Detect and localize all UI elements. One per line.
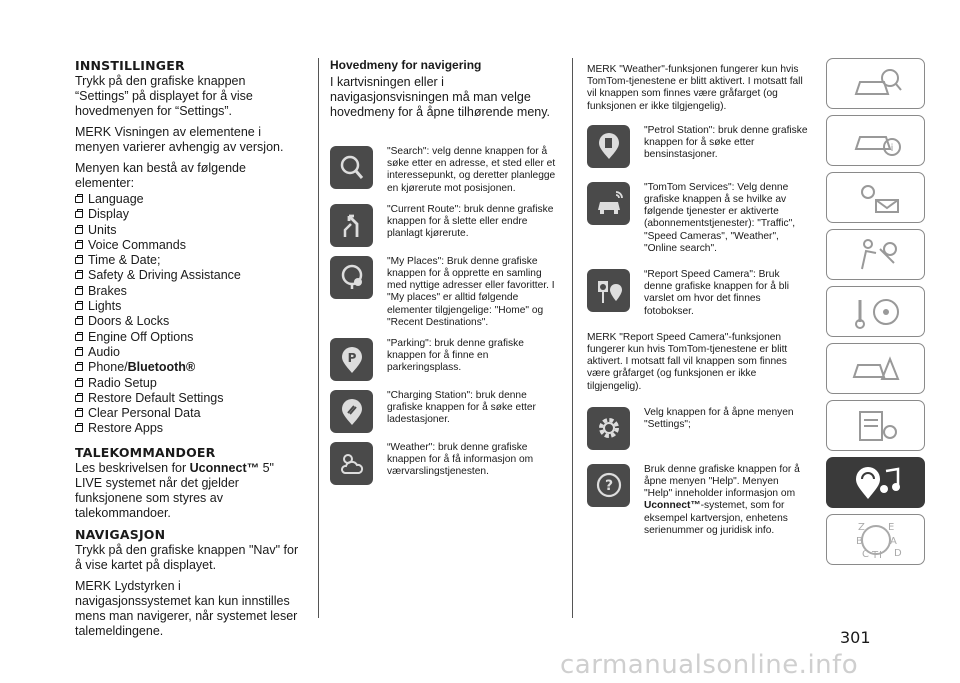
dashboard-tab[interactable] bbox=[826, 58, 925, 109]
nav-item-charging bbox=[330, 390, 560, 433]
checkbox-icon bbox=[75, 242, 83, 249]
charging-description: "Charging Station": bruk denne grafiske knappen for å søke etter ladestasjoner. bbox=[387, 390, 536, 426]
option-audio: Audio bbox=[75, 345, 300, 360]
index-letter: A bbox=[889, 535, 897, 547]
maintenance-tab[interactable] bbox=[826, 400, 925, 451]
current-route-icon bbox=[330, 204, 373, 247]
index-letter: Z bbox=[857, 521, 865, 533]
voice-paragraph: Les beskrivelsen for Uconnect™ 5" LIVE systemet når det gjelder funksjonene som styres av talekommandoer. bbox=[75, 460, 274, 520]
svg-text:i: i bbox=[890, 142, 893, 154]
weather-icon bbox=[330, 442, 373, 485]
chapter-tabs bbox=[826, 58, 925, 571]
option-clear-data: Clear Personal Data bbox=[75, 406, 300, 421]
index-letter: I bbox=[878, 549, 882, 560]
section-heading-nav: NAVIGASJON bbox=[75, 526, 166, 542]
nav-item-tomtom bbox=[587, 182, 809, 255]
checkbox-icon bbox=[75, 395, 83, 402]
weather-description: “Weather": bruk denne grafiske knappen for å få informasjon om værvarslingstjenesten. bbox=[387, 442, 534, 478]
column-divider bbox=[572, 58, 573, 618]
emergency-icon bbox=[846, 349, 906, 389]
option-time-date: Time & Date; bbox=[75, 253, 300, 268]
settings-note: MERK Visningen av elementene i menyen varierer avhengig av versjon. bbox=[75, 125, 284, 154]
nav-services-column bbox=[587, 64, 809, 546]
speed-camera-icon bbox=[587, 269, 630, 312]
index-letter: D bbox=[893, 547, 902, 559]
driving-tab[interactable] bbox=[826, 286, 925, 337]
help-description: Bruk denne grafiske knappen for å åpne menyen "Help". Menyen "Help" inneholder informasjon om Uconnect™-systemet, som for eksempel kartversjon, enhetens serienummer og juridisk info. bbox=[644, 463, 800, 536]
speed-camera-note: MERK "Report Speed Camera"-funksjonen fungerer kun hvis TomTom-tjenestene er blitt aktivert. I motsatt fall vil knappen som finnes være gråfarget (og funksjonen er ikke tilgjengelig). bbox=[587, 331, 788, 392]
maintenance-icon bbox=[846, 406, 906, 446]
settings-intro: Trykk på den grafiske knappen “Settings” på displayet for å vise hovedmenyen for “Settings”. bbox=[75, 74, 253, 118]
petrol-description: "Petrol Station": bruk denne grafiske knappen for å søke etter bensinstasjoner. bbox=[644, 124, 808, 161]
speed-camera-description: “Report Speed Camera": Bruk denne grafiske knappen for å bli varslet om hvor det finnes fotobokser. bbox=[644, 269, 789, 317]
option-restore-apps: Restore Apps bbox=[75, 421, 300, 436]
tomtom-services-icon bbox=[587, 182, 630, 225]
nav-item-current-route bbox=[330, 204, 560, 247]
alphabet-index-icon bbox=[846, 520, 906, 560]
car-info-icon bbox=[846, 121, 906, 161]
option-safety: Safety & Driving Assistance bbox=[75, 268, 300, 283]
multimedia-tab[interactable] bbox=[826, 457, 925, 508]
svg-text:P: P bbox=[347, 350, 356, 365]
settings-menu-intro: Menyen kan bestå av følgende elementer: bbox=[75, 161, 246, 190]
nav-menu-column bbox=[330, 58, 560, 494]
settings-description: Velg knappen for å åpne menyen "Settings"; bbox=[644, 406, 794, 431]
steering-wheel-icon bbox=[846, 292, 906, 332]
parking-description: "Parking": bruk denne grafiske knappen for å finne en parkeringsplass. bbox=[387, 338, 524, 374]
index-letter: C bbox=[861, 548, 869, 560]
watermark: carmanualsonline.info bbox=[560, 650, 859, 680]
svg-text:?: ? bbox=[604, 478, 613, 495]
multimedia-icon bbox=[846, 463, 906, 503]
my-places-icon bbox=[330, 256, 373, 299]
option-voice-commands: Voice Commands bbox=[75, 238, 300, 253]
safety-airbag-tab[interactable] bbox=[826, 229, 925, 280]
index-letter: B bbox=[855, 535, 863, 547]
option-brakes: Brakes bbox=[75, 284, 300, 299]
nav-item-speed-camera bbox=[587, 269, 809, 318]
tomtom-description: "TomTom Services": Velg denne grafiske knappen å se hvilke av følgende tjenester er aktiverte (abonnementstjenester): "Traffic", "Speed Cameras", "Weather", "Online search". bbox=[644, 181, 796, 254]
checkbox-icon bbox=[75, 318, 83, 325]
checkbox-icon bbox=[75, 410, 83, 417]
checkbox-icon bbox=[75, 227, 83, 234]
weather-note: MERK "Weather"-funksjonen fungerer kun hvis TomTom-tjenestene er blitt aktivert. I motsatt fall vil knappen som finnes være gråfarget (og funksjonen er ikke tilgjengelig). bbox=[587, 64, 803, 112]
nav-menu-intro: I kartvisningen eller i navigasjonsvisningen må man velge hovedmeny for å åpne tilhørende meny. bbox=[330, 75, 551, 119]
option-restore-defaults: Restore Default Settings bbox=[75, 391, 300, 406]
nav-item-my-places bbox=[330, 256, 560, 329]
option-engine-off: Engine Off Options bbox=[75, 330, 300, 345]
checkbox-icon bbox=[75, 303, 83, 310]
option-phone: Phone/Bluetooth® bbox=[75, 360, 300, 375]
nav-item-settings bbox=[587, 407, 809, 450]
page-number: 301 bbox=[840, 628, 871, 647]
checkbox-icon bbox=[75, 211, 83, 218]
nav-note: MERK Lydstyrken i navigasjonssystemet kan kun innstilles mens man navigerer, når systemet leser talemeldingene. bbox=[75, 578, 298, 638]
checkbox-icon bbox=[75, 196, 83, 203]
settings-gear-icon bbox=[587, 407, 630, 450]
parking-icon bbox=[330, 338, 373, 381]
car-info-tab[interactable] bbox=[826, 115, 925, 166]
option-units: Units bbox=[75, 223, 300, 238]
checkbox-icon bbox=[75, 334, 83, 341]
checkbox-icon bbox=[75, 257, 83, 264]
search-description: "Search": velg denne knappen for å søke etter en adresse, et sted eller et interessepunkt, og deretter planlegge en kjørerute mot posisjonen. bbox=[387, 146, 556, 194]
charging-station-icon bbox=[330, 390, 373, 433]
checkbox-icon bbox=[75, 380, 83, 387]
nav-menu-heading: Hovedmeny for navigering bbox=[330, 58, 482, 72]
warning-lights-icon bbox=[846, 178, 906, 218]
emergency-crash-tab[interactable] bbox=[826, 343, 925, 394]
option-lights: Lights bbox=[75, 299, 300, 314]
settings-options-list bbox=[75, 192, 300, 437]
nav-item-search bbox=[330, 146, 560, 195]
option-doors-locks: Doors & Locks bbox=[75, 314, 300, 329]
index-tab[interactable] bbox=[826, 514, 925, 565]
checkbox-icon bbox=[75, 272, 83, 279]
help-icon bbox=[587, 464, 630, 507]
current-route-description: "Current Route": bruk denne grafiske knappen for å slette eller endre planlagt kjørerute. bbox=[387, 203, 554, 240]
option-radio-setup: Radio Setup bbox=[75, 376, 300, 391]
column-divider bbox=[318, 58, 319, 618]
checkbox-icon bbox=[75, 349, 83, 356]
nav-item-help bbox=[587, 464, 809, 537]
section-heading-settings: INNSTILLINGER bbox=[75, 58, 185, 73]
section-heading-voice: TALEKOMMANDOER bbox=[75, 444, 216, 460]
nav-paragraph: Trykk på den grafiske knappen "Nav" for å vise kartet på displayet. bbox=[75, 542, 299, 572]
checkbox-icon bbox=[75, 425, 83, 432]
nav-item-weather bbox=[330, 442, 560, 485]
checkbox-icon bbox=[75, 364, 83, 371]
checkbox-icon bbox=[75, 288, 83, 295]
option-display: Display bbox=[75, 207, 300, 222]
index-letter: T bbox=[871, 549, 878, 560]
dashboard-icon bbox=[846, 64, 906, 104]
index-letter: E bbox=[887, 521, 894, 533]
lights-warning-tab[interactable] bbox=[826, 172, 925, 223]
option-language: Language bbox=[75, 192, 300, 207]
airbag-icon bbox=[846, 235, 906, 275]
settings-column bbox=[75, 58, 300, 645]
search-icon bbox=[330, 146, 373, 189]
my-places-description: "My Places": Bruk denne grafiske knappen for å opprette en samling med nyttige adresser eller favoritter. I "My places" er alltid følgende elementer tilgjengelige: "Home" og "Recent Destinations". bbox=[387, 255, 555, 328]
petrol-station-icon bbox=[587, 125, 630, 168]
nav-item-petrol bbox=[587, 125, 809, 168]
nav-item-parking bbox=[330, 338, 560, 381]
